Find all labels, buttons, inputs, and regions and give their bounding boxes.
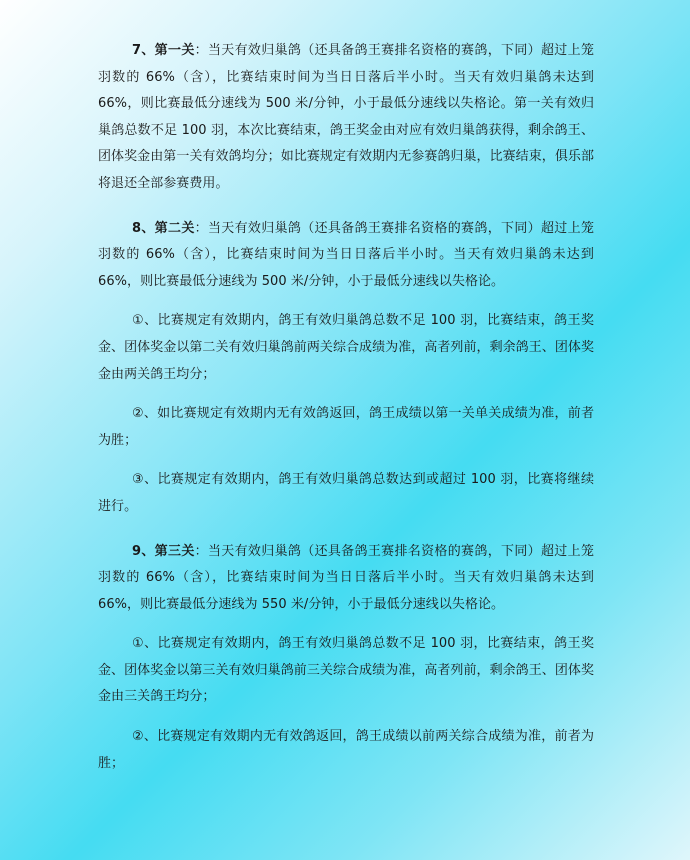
section-8-text: ：当天有效归巢鸽（还具备鸽王赛排名资格的赛鸽，下同）超过上笼羽数的 66%（含），比赛结束时间为当日日落后半小时。当天有效归巢鸽未达到 66%，则比赛最低分速线为 500 米/分钟，小于最低分速线以失格论。 [98,220,594,289]
section-7-heading: 7、第一关 [132,43,195,58]
section-8-paragraph [98,216,594,296]
document-body [98,38,594,777]
section-9-text: ：当天有效归巢鸽（还具备鸽王赛排名资格的赛鸽，下同）超过上笼羽数的 66%（含），比赛结束时间为当日日落后半小时。当天有效归巢鸽未达到 66%，则比赛最低分速线为 550 米/分钟，小于最低分速线以失格论。 [98,543,594,612]
section-7-text: ：当天有效归巢鸽（还具备鸽王赛排名资格的赛鸽，下同）超过上笼羽数的 66%（含），比赛结束时间为当日日落后半小时。当天有效归巢鸽未达到 66%，则比赛最低分速线为 500 米/分钟，小于最低分速线以失格论。第一关有效归巢鸽总数不足 100 羽，本次比赛结束，鸽王奖金由对应有效归巢鸽获得，剩余鸽王、团体奖金由第一关有效鸽均分；如比赛规定有效期内无参赛鸽归巢，比赛结束，俱乐部将退还全部参赛费用。 [98,43,594,191]
section-8-heading: 8、第二关 [132,220,195,236]
section-8-item-3: ③、比赛规定有效期内，鸽王有效归巢鸽总数达到或超过 100 羽，比赛将继续进行。 [98,472,594,514]
section-8-item-1: ①、比赛规定有效期内，鸽王有效归巢鸽总数不足 100 羽，比赛结束，鸽王奖金、团体奖金以第二关有效归巢鸽前两关综合成绩为准，高者列前，剩余鸽王、团体奖金由两关鸽王均分； [98,313,594,382]
section-9-paragraph [98,539,594,619]
section-8-item-2: ②、如比赛规定有效期内无有效鸽返回，鸽王成绩以第一关单关成绩为准，前者为胜； [98,406,594,448]
section-9-heading: 9、第三关 [132,543,195,559]
section-9-item-1: ①、比赛规定有效期内，鸽王有效归巢鸽总数不足 100 羽，比赛结束，鸽王奖金、团体奖金以第三关有效归巢鸽前三关综合成绩为准，高者列前，剩余鸽王、团体奖金由三关鸽王均分； [98,636,594,705]
section-7-paragraph [98,38,594,198]
section-9-item-2: ②、比赛规定有效期内无有效鸽返回，鸽王成绩以前两关综合成绩为准，前者为胜； [98,729,594,771]
